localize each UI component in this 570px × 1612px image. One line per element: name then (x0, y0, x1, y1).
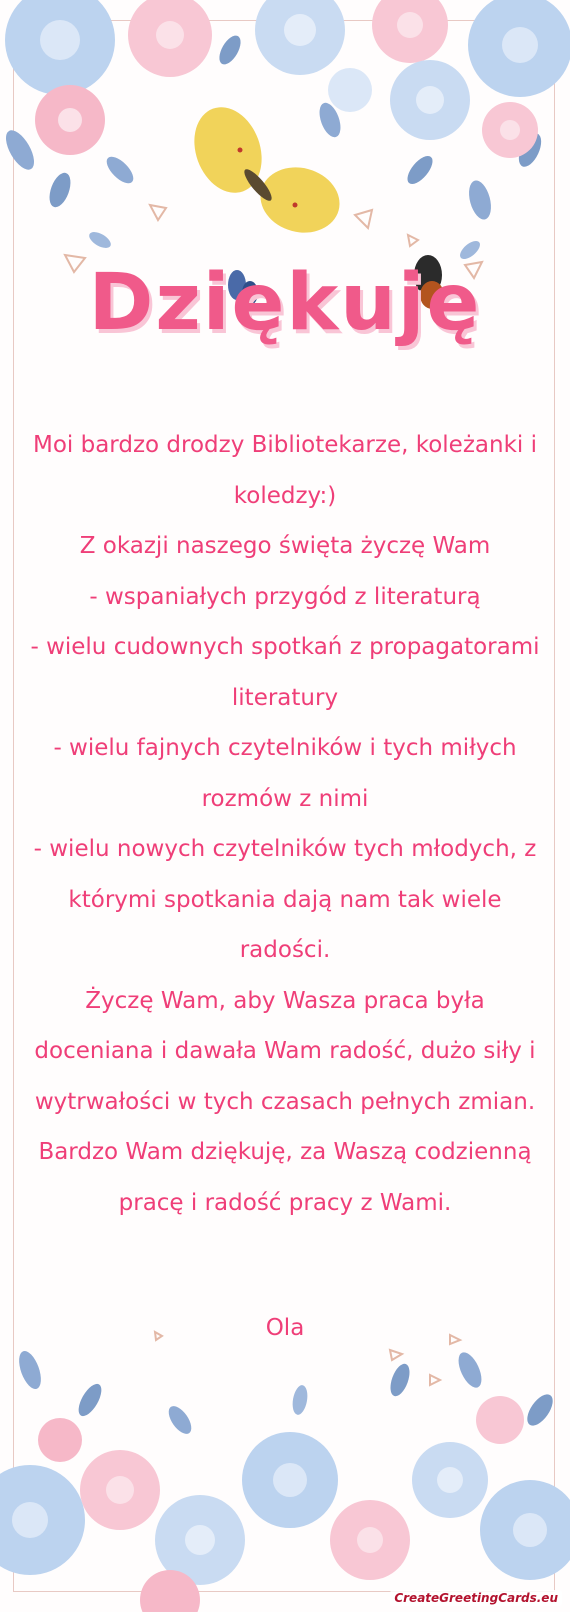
message-line: - wielu fajnych czytelników i tych miłych rozmów z nimi (53, 735, 517, 812)
leaf-icon (15, 1348, 558, 1438)
floral-bottom-decoration (0, 1310, 570, 1612)
message-line: - wspaniałych przygód z literaturą (89, 583, 481, 610)
card-title: Dziękuję (88, 258, 482, 348)
message-line: Życzę Wam, aby Wasza praca była doceniana i dawała Wam radość, dużo siły i wytrwałości w tych czasach pełnych zmian. (34, 987, 536, 1115)
signature: Ola (265, 1315, 305, 1341)
triangle-icon (155, 1310, 490, 1385)
flower-icon (0, 1396, 570, 1612)
message-line: Bardzo Wam dziękuję, za Waszą codzienną pracę i radość pracy z Wami. (38, 1139, 532, 1216)
greeting-message (28, 420, 542, 1228)
flower-icon (5, 0, 570, 158)
message-line: Moi bardzo drodzy Bibliotekarze, koleżanki i koledzy:) (32, 432, 537, 509)
message-line: - wielu cudownych spotkań z propagatorami literatury (30, 634, 540, 711)
message-line: - wielu nowych czytelników tych młodych, z którymi spotkania dają nam tak wiele radości. (33, 836, 537, 963)
floral-top-decoration (0, 0, 570, 420)
brand-logo[interactable]: CreateGreetingCards.eu (390, 1590, 562, 1606)
message-line: Z okazji naszego święta życzę Wam (79, 533, 491, 559)
